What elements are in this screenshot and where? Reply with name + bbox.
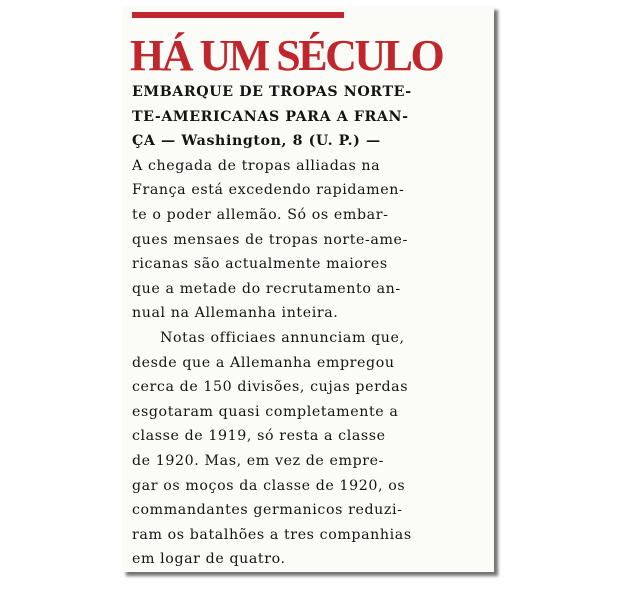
text-line: commandantes germanicos reduzi- xyxy=(132,502,403,519)
text-line: França está excedendo rapidamen- xyxy=(132,182,405,199)
text-line: ques mensaes de tropas norte-ame- xyxy=(132,231,408,248)
section-rule xyxy=(132,12,344,18)
heading-line: ÇA — Washington, 8 (U. P.) — xyxy=(132,133,381,150)
article-heading xyxy=(132,80,484,154)
text-line: que a metade do recrutamento an- xyxy=(132,280,401,297)
article-body xyxy=(132,80,484,572)
paragraph-2 xyxy=(132,326,484,572)
text-line: te o poder allemão. Só os embar- xyxy=(132,206,389,223)
text-line: ricanas são actualmente maiores xyxy=(132,256,388,273)
text-line: ram os batalhões a tres companhias xyxy=(132,526,412,543)
paragraph-1 xyxy=(132,154,484,326)
text-line: nual na Allemanha inteira. xyxy=(132,305,339,322)
heading-line: TE-AMERICANAS PARA A FRAN- xyxy=(132,108,409,125)
text-line: Notas officiaes annunciam que, xyxy=(160,329,405,346)
text-line: em logar de quatro. xyxy=(132,551,286,568)
text-line: esgotaram quasi completamente a xyxy=(132,403,399,420)
text-line: A chegada de tropas alliadas na xyxy=(132,157,381,174)
text-line: de 1920. Mas, em vez de empre- xyxy=(132,452,385,469)
text-line: cerca de 150 divisões, cujas perdas xyxy=(132,379,409,396)
newspaper-clipping xyxy=(122,6,494,572)
text-line: desde que a Allemanha empregou xyxy=(132,354,395,371)
text-line: gar os moços da classe de 1920, os xyxy=(132,477,406,494)
section-title: HÁ UM SÉCULO xyxy=(130,31,443,80)
heading-line: EMBARQUE DE TROPAS NORTE- xyxy=(132,84,412,100)
text-line: classe de 1919, só resta a classe xyxy=(132,428,386,445)
